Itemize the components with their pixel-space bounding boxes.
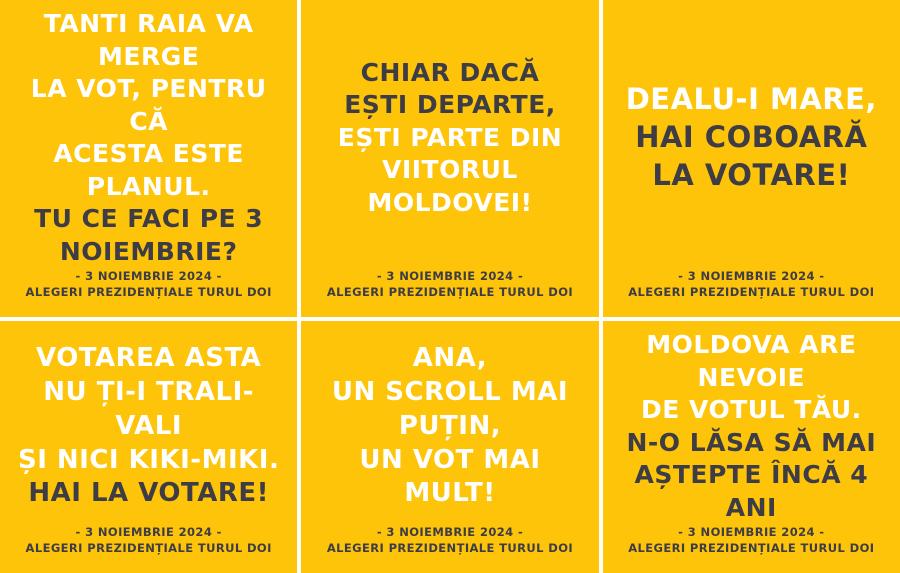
card-caption	[0, 524, 297, 573]
caption-event: ALEGERI PREZIDENȚIALE TURUL DOI	[25, 541, 272, 556]
headline-line: LA VOT, PENTRU CĂ	[30, 74, 267, 136]
caption-event: ALEGERI PREZIDENȚIALE TURUL DOI	[326, 541, 574, 556]
card-headline	[0, 0, 297, 268]
headline-line: UN VOT MAI MULT!	[359, 444, 541, 509]
caption-date: - 3 NOIEMBRIE 2024 -	[376, 269, 524, 283]
headline-line: ȘI NICI KIKI-MIKI.	[17, 444, 280, 475]
headline-line: LA VOTARE!	[652, 157, 851, 192]
headline-line: ANA,	[412, 343, 488, 374]
caption-date: - 3 NOIEMBRIE 2024 -	[678, 525, 825, 540]
caption-date: - 3 NOIEMBRIE 2024 -	[678, 269, 825, 283]
headline-line: DEALU-I MARE,	[625, 82, 877, 117]
card-headline	[603, 0, 900, 268]
campaign-card	[0, 0, 297, 317]
headline-line: VOTAREA ASTA	[36, 343, 262, 374]
card-caption	[0, 268, 297, 317]
campaign-card	[301, 0, 598, 317]
headline-line: ACESTA ESTE PLANUL.	[53, 139, 244, 201]
campaign-card	[603, 0, 900, 317]
campaign-card	[603, 321, 900, 573]
headline-line: TANTI RAIA VA MERGE	[43, 9, 254, 71]
headline-line: HAI COBOARĂ	[635, 120, 868, 155]
headline-line: EȘTI PARTE DIN	[337, 122, 563, 152]
headline-line: UN SCROLL MAI PUȚIN,	[331, 376, 569, 441]
card-headline	[301, 0, 598, 268]
caption-event: ALEGERI PREZIDENȚIALE TURUL DOI	[326, 285, 574, 300]
card-caption	[603, 524, 900, 573]
headline-line: MOLDOVA ARE NEVOIE	[646, 330, 857, 392]
headline-line: NOIEMBRIE?	[59, 236, 238, 266]
card-headline	[301, 321, 598, 524]
caption-date: - 3 NOIEMBRIE 2024 -	[75, 269, 222, 283]
card-headline	[0, 321, 297, 524]
headline-line: EȘTI DEPARTE,	[344, 90, 556, 120]
caption-event: ALEGERI PREZIDENȚIALE TURUL DOI	[628, 541, 875, 556]
headline-line: HAI LA VOTARE!	[28, 478, 269, 509]
headline-line: VIITORUL MOLDOVEI!	[367, 155, 533, 217]
caption-event: ALEGERI PREZIDENȚIALE TURUL DOI	[25, 285, 272, 300]
card-caption	[301, 268, 598, 317]
headline-line: CHIAR DACĂ	[360, 57, 540, 87]
caption-date: - 3 NOIEMBRIE 2024 -	[75, 525, 222, 540]
card-caption	[301, 524, 598, 573]
card-headline	[603, 321, 900, 524]
headline-line: DE VOTUL TĂU.	[641, 395, 862, 425]
headline-line: TU CE FACI PE 3	[34, 204, 264, 233]
card-caption	[603, 268, 900, 317]
headline-line: NU ȚI-I TRALI-VALI	[43, 376, 255, 441]
campaign-card	[0, 321, 297, 573]
headline-line: N-O LĂSA SĂ MAI	[626, 427, 877, 457]
headline-line: AȘTEPTE ÎNCĂ 4 ANI	[634, 460, 869, 522]
campaign-card	[301, 321, 598, 573]
caption-date: - 3 NOIEMBRIE 2024 -	[376, 525, 524, 540]
caption-event: ALEGERI PREZIDENȚIALE TURUL DOI	[628, 285, 875, 300]
